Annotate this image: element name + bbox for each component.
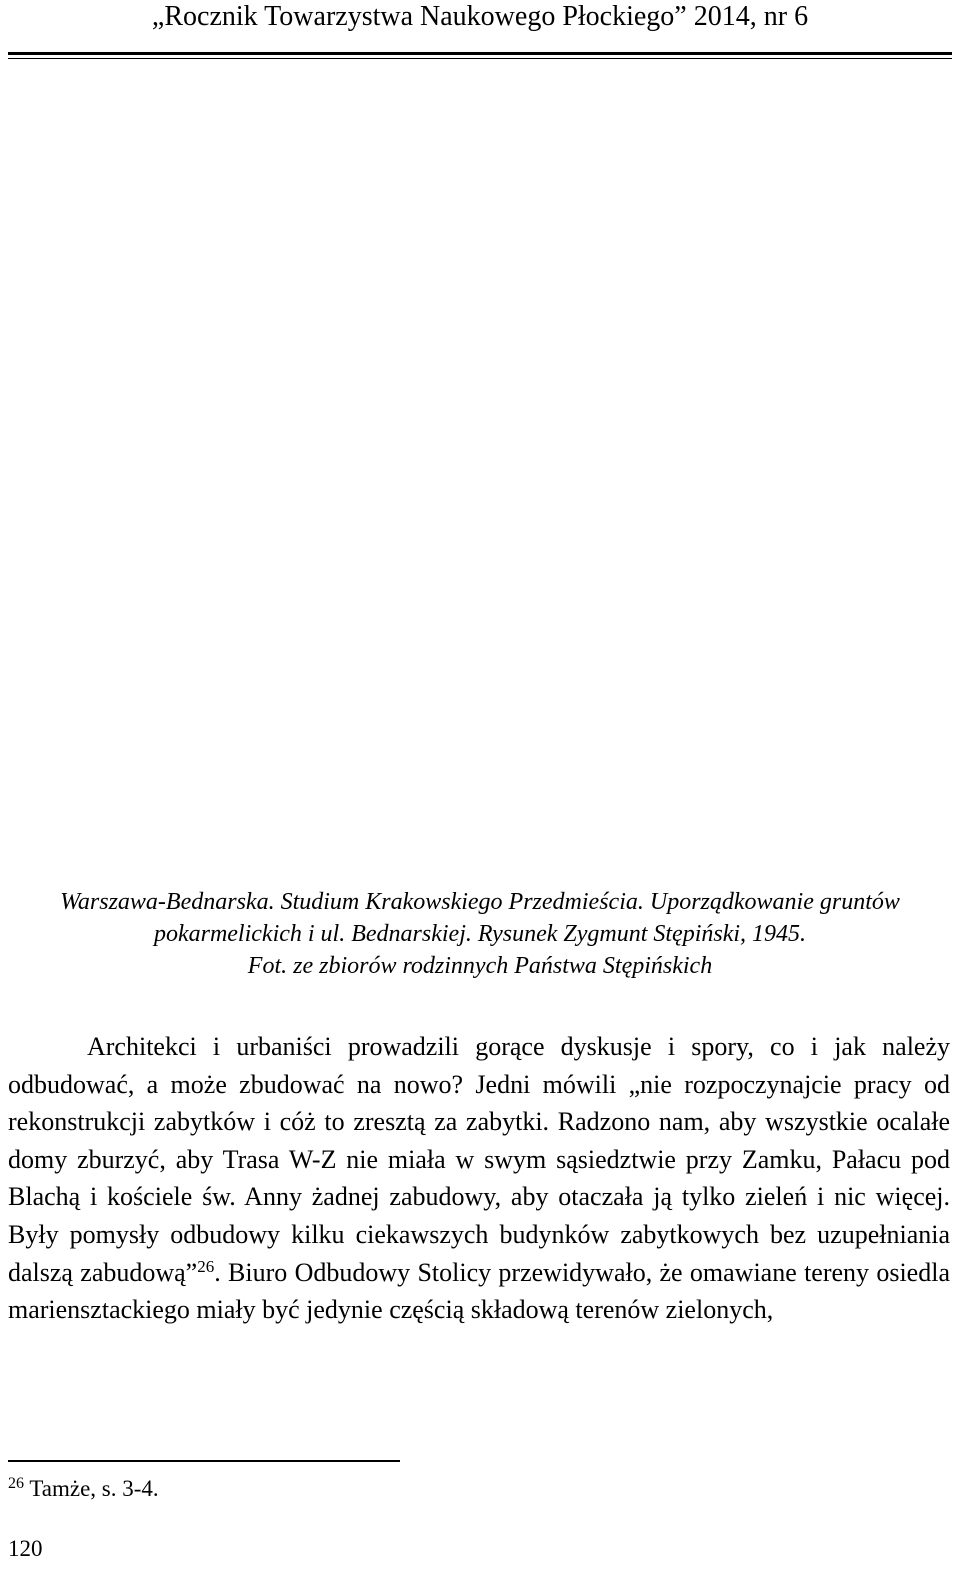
body-text <box>8 1028 950 1329</box>
footnote <box>8 1474 159 1504</box>
header-rule <box>8 52 952 55</box>
running-header: „Rocznik Towarzystwa Naukowego Płockiego” 2014, nr 6 <box>151 1 809 32</box>
caption-line-2: pokarmelickich i ul. Bednarskiej. Rysunek Zygmunt Stępiński, 1945. <box>153 921 807 947</box>
header-rule-thin <box>8 58 952 59</box>
footnote-number: 26 <box>8 1475 24 1492</box>
caption-line-1: Warszawa-Bednarska. Studium Krakowskiego Przedmieścia. Uporządkowanie gruntów <box>60 889 900 915</box>
footnote-text: Tamże, s. 3-4. <box>24 1476 159 1501</box>
paragraph-text-1: Architekci i urbaniści prowadzili gorące dyskusje i spory, co i jak należy odbudować, a może zbudować na nowo? Jedni mówili „nie rozpoczynajcie pracy od rekonstrukcji zabytków i cóż to zresztą za zabytki. Radzono nam, aby wszystkie ocalałe domy zburzyć, aby Trasa W-Z nie miała w swym sąsiedztwie przy Zamku, Pałacu pod Blachą i kościele św. Anny żadnej zabudowy, aby otaczała ją tylko zieleń i nic więcej. Były pomysły odbudowy kilku ciekawszych budynków zabytkowych bez uzupełniania dalszą zabudową” <box>8 1032 950 1287</box>
page-number: 120 <box>8 1536 43 1561</box>
paragraph-text-2: . Biuro Odbudowy Stolicy przewidywało, że omawiane tereny osiedla mariensztackiego miały być jedynie częścią składową terenów zielonych, <box>8 1257 950 1325</box>
footnote-reference[interactable]: 26 <box>197 1256 215 1276</box>
paragraph <box>8 1028 950 1329</box>
footnote-rule <box>8 1460 400 1462</box>
figure-caption <box>0 886 960 982</box>
figure-area <box>8 72 952 872</box>
caption-line-3: Fot. ze zbiorów rodzinnych Państwa Stępińskich <box>247 953 713 979</box>
